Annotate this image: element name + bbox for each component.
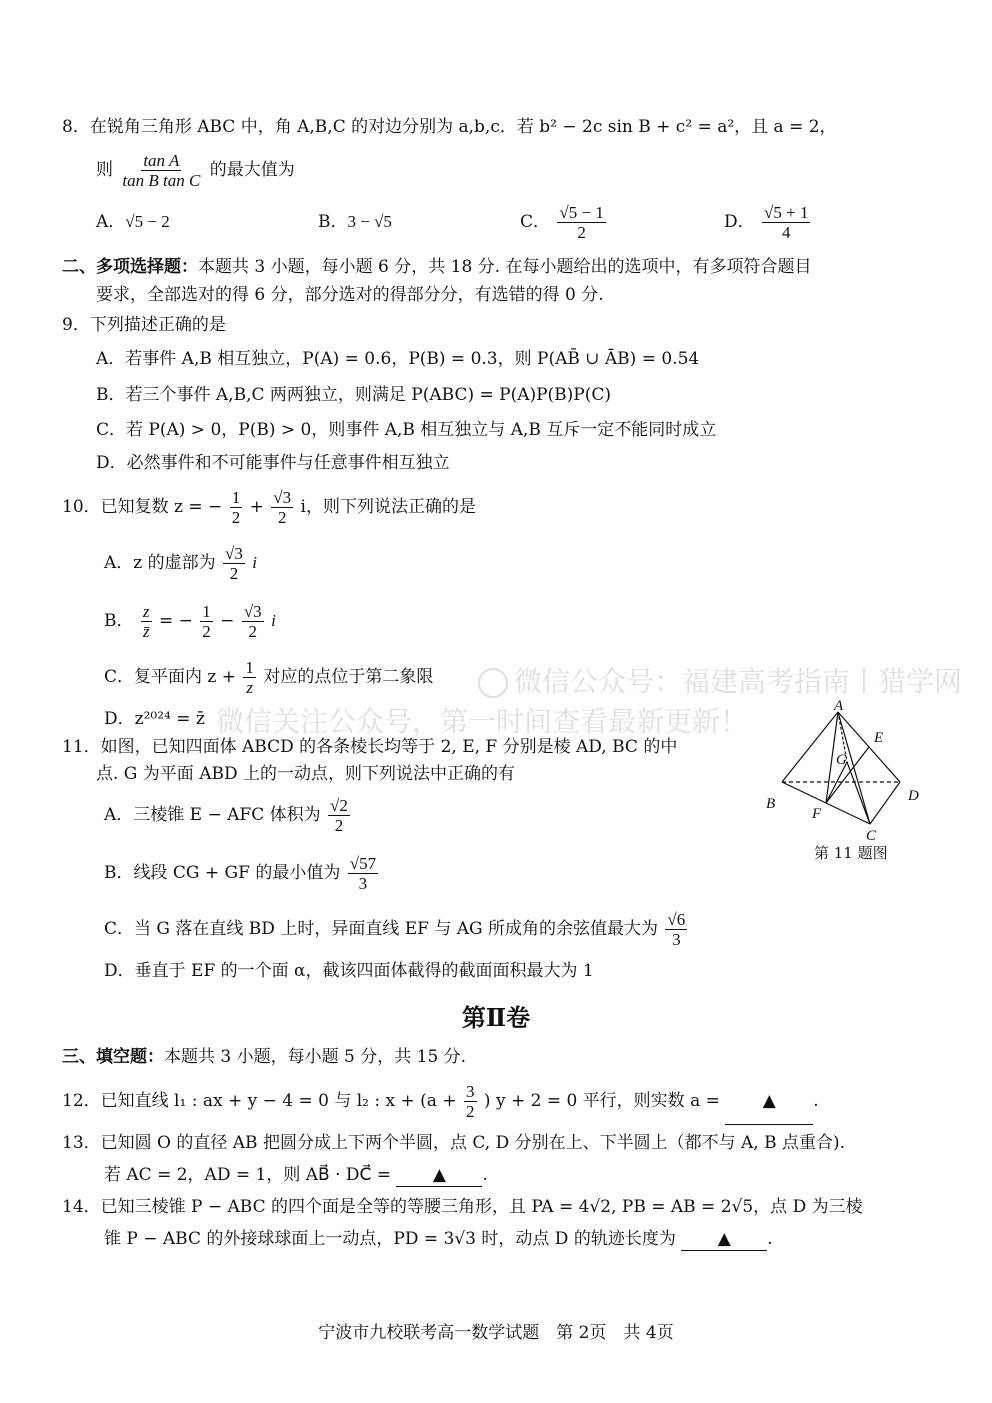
q10-option-b-frac2 bbox=[200, 602, 213, 641]
q10-stem-frac2-num: √3 bbox=[273, 488, 292, 507]
q8-option-c bbox=[520, 198, 608, 246]
q12-frac-den: 2 bbox=[466, 1102, 475, 1121]
q8-option-a-value: √5 − 2 bbox=[125, 212, 170, 231]
section2-line2: 要求，全部选对的得 6 分，部分选对的得部分分，有选错的得 0 分. bbox=[96, 285, 604, 305]
q11-stem2: 点. G 为平面 ABD 上的一动点，则下列说法中正确的有 bbox=[96, 764, 515, 784]
q8-frac-den: tan B tan C bbox=[122, 171, 201, 190]
q9-option-b: B．若三个事件 A,B,C 两两独立，则满足 P(ABC) = P(A)P(B)P(C) bbox=[96, 385, 612, 405]
q8-option-d-label: D． bbox=[724, 212, 755, 232]
watermark-line2: 微信关注公众号，第一时间查看最新更新！ bbox=[216, 705, 749, 738]
q8-option-d-frac bbox=[762, 203, 810, 242]
q10-stem bbox=[62, 484, 476, 530]
q11-option-b-prefix: B．线段 CG + GF 的最小值为 bbox=[104, 863, 341, 883]
section3-heading: 三、填空题： bbox=[62, 1047, 164, 1067]
label-e: E bbox=[874, 730, 884, 746]
q13-line1: 13．已知圆 O 的直径 AB 把圆分成上下两个半圆，点 C, D 分别在上、下半圆上（都不与 A, B 点重合). bbox=[62, 1133, 846, 1153]
q8-option-a bbox=[96, 198, 170, 246]
q12-frac bbox=[464, 1082, 477, 1121]
q12-answer-blank[interactable]: ▲ bbox=[725, 1078, 813, 1125]
q11-option-c bbox=[104, 906, 689, 952]
q10-option-c-num: 1 bbox=[245, 658, 254, 677]
q14-line2-prefix: 锥 P − ABC 的外接球球面上一动点，PD = 3√3 时，动点 D 的轨迹长度为 bbox=[104, 1229, 676, 1249]
q10-stem-prefix: 10．已知复数 z = − bbox=[62, 497, 223, 517]
q8-line1: 8．在锐角三角形 ABC 中，角 A,B,C 的对边分别为 a,b,c．若 b² − 2c sin B + c² = a²，且 a = 2， bbox=[62, 117, 837, 137]
q10-option-b-num1: z bbox=[142, 602, 150, 621]
q10-option-b-minus: − bbox=[220, 611, 235, 631]
q14-line1: 14．已知三棱锥 P − ABC 的四个面是全等的等腰三角形，且 PA = 4√2, PB = AB = 2√5，点 D 为三棱 bbox=[62, 1197, 863, 1217]
paw-icon bbox=[478, 668, 508, 698]
q11-option-c-num: √6 bbox=[667, 910, 686, 929]
q8-option-d-den: 4 bbox=[782, 223, 791, 242]
q10-option-b-frac3 bbox=[242, 602, 264, 641]
q14-end: . bbox=[767, 1229, 773, 1249]
q11-option-a-prefix: A．三棱锥 E − AFC 体积为 bbox=[104, 805, 321, 825]
q10-option-c bbox=[104, 654, 433, 700]
q11-option-d: D．垂直于 EF 的一个面 α，截该四面体截得的截面面积最大为 1 bbox=[104, 961, 594, 981]
section3-line bbox=[62, 1046, 466, 1068]
q13-line2-prefix: 若 AC = 2，AD = 1，则 AB⃗ · DC⃗ = bbox=[104, 1165, 392, 1185]
label-c: C bbox=[866, 828, 877, 844]
q10-option-a-prefix: A．z 的虚部为 bbox=[104, 553, 216, 573]
q8-option-a-label: A． bbox=[96, 212, 126, 232]
q14-line2 bbox=[104, 1228, 773, 1251]
q10-stem-frac1 bbox=[230, 488, 243, 527]
part2-title: 第Ⅱ卷 bbox=[461, 1003, 531, 1032]
q9-option-c: C．若 P(A) > 0，P(B) > 0，则事件 A,B 相互独立与 A,B 互斥一定不能同时成立 bbox=[96, 420, 717, 440]
q10-option-a-den: 2 bbox=[229, 564, 239, 583]
q10-option-b-den1: z̄ bbox=[142, 622, 150, 641]
q8-option-c-num: √5 − 1 bbox=[559, 203, 604, 222]
q11-stem1: 11．如图，已知四面体 ABCD 的各条棱长均等于 2, E, F 分别是棱 AD, BC 的中 bbox=[62, 737, 678, 757]
q8-line2 bbox=[96, 148, 295, 192]
q10-stem-frac1-num: 1 bbox=[231, 488, 241, 507]
q12-line bbox=[62, 1078, 819, 1125]
q11-option-b-den: 3 bbox=[358, 874, 368, 893]
q10-option-b bbox=[104, 598, 276, 644]
label-a: A bbox=[834, 700, 844, 714]
q10-option-a bbox=[104, 540, 257, 586]
q11-option-b bbox=[104, 850, 380, 896]
label-f: F bbox=[812, 806, 822, 822]
q10-option-b-frac1 bbox=[141, 602, 152, 641]
q9-option-d: D．必然事件和不可能事件与任意事件相互独立 bbox=[96, 453, 450, 473]
q10-stem-frac2-den: 2 bbox=[277, 508, 287, 527]
q14-answer-blank[interactable]: ▲ bbox=[681, 1228, 767, 1251]
watermark-text1: 微信公众号：福建高考指南丨猎学网 bbox=[514, 665, 963, 698]
q8-frac-num: tan A bbox=[143, 151, 180, 170]
q10-option-b-mid: = − bbox=[158, 611, 193, 631]
q9-option-a: A．若事件 A,B 相互独立，P(A) = 0.6，P(B) = 0.3，则 P(AB̄ ∪ ĀB) = 0.54 bbox=[96, 349, 700, 369]
q8-fraction bbox=[120, 151, 202, 190]
q10-option-d: D．z²⁰²⁴ = z̄ bbox=[104, 709, 205, 729]
q10-option-c-frac bbox=[243, 658, 256, 697]
q12-prefix: 12．已知直线 l₁ : ax + y − 4 = 0 与 l₂ : x + (a + bbox=[62, 1091, 457, 1111]
q13-line2 bbox=[104, 1164, 488, 1187]
q13-answer-blank[interactable]: ▲ bbox=[396, 1164, 482, 1187]
q11-option-a-den: 2 bbox=[334, 816, 344, 835]
q10-option-a-frac bbox=[223, 544, 245, 583]
q10-option-b-suffix: i bbox=[271, 611, 276, 630]
q10-option-b-num2: 1 bbox=[202, 602, 211, 621]
q10-option-c-prefix: C．复平面内 z + bbox=[104, 667, 237, 687]
q12-end: . bbox=[813, 1091, 819, 1111]
q10-option-b-den2: 2 bbox=[202, 622, 211, 641]
section2-heading: 二、多项选择题： bbox=[62, 257, 198, 277]
q9-stem: 9．下列描述正确的是 bbox=[62, 315, 226, 335]
q8-option-d-num: √5 + 1 bbox=[764, 203, 809, 222]
q13-end: . bbox=[482, 1165, 488, 1185]
q11-option-a-frac bbox=[328, 796, 350, 835]
q8-option-b-label: B． bbox=[318, 212, 348, 232]
section3-text: 本题共 3 小题，每小题 5 分，共 15 分. bbox=[164, 1047, 467, 1067]
label-d: D bbox=[908, 788, 919, 804]
q11-option-c-prefix: C．当 G 落在直线 BD 上时，异面直线 EF 与 AG 所成角的余弦值最大为 bbox=[104, 919, 659, 939]
q11-option-c-frac bbox=[665, 910, 687, 949]
q10-option-c-suffix: 对应的点位于第二象限 bbox=[263, 667, 434, 687]
label-g: G bbox=[836, 752, 847, 768]
q11-option-a-num: √2 bbox=[330, 796, 348, 815]
q11-option-b-frac bbox=[348, 854, 378, 893]
q12-frac-num: 3 bbox=[466, 1082, 475, 1101]
q10-option-b-num3: √3 bbox=[243, 602, 262, 621]
q12-suffix: ) y + 2 = 0 平行，则实数 a = bbox=[483, 1091, 720, 1111]
section2-line1 bbox=[62, 256, 812, 278]
section2-text1: 本题共 3 小题，每小题 6 分，共 18 分. 在每小题给出的选项中，有多项符合题目 bbox=[198, 257, 812, 277]
q11-figure bbox=[762, 700, 932, 870]
q8-option-d bbox=[724, 198, 812, 246]
page-footer: 宁波市九校联考高一数学试题 第 2页 共 4页 bbox=[318, 1323, 674, 1343]
q10-stem-frac1-den: 2 bbox=[231, 508, 241, 527]
q8-option-c-den: 2 bbox=[577, 223, 586, 242]
q10-option-c-den: z bbox=[246, 678, 253, 697]
q10-stem-plus: + bbox=[249, 497, 264, 517]
q8-option-c-label: C． bbox=[520, 212, 551, 232]
q8-line2-prefix: 则 bbox=[96, 160, 113, 180]
watermark-line1 bbox=[478, 660, 962, 700]
q11-option-b-num: √57 bbox=[349, 854, 377, 873]
q10-stem-suffix: i，则下列说法正确的是 bbox=[300, 497, 476, 517]
q8-option-b-value: 3 − √5 bbox=[347, 212, 392, 231]
q11-option-a bbox=[104, 792, 352, 838]
label-b: B bbox=[766, 796, 776, 812]
q10-option-b-label: B． bbox=[104, 611, 134, 631]
q10-stem-frac2 bbox=[271, 488, 293, 527]
q10-option-a-suffix: i bbox=[252, 553, 258, 572]
q8-line2-suffix: 的最大值为 bbox=[209, 160, 295, 180]
q11-option-c-den: 3 bbox=[672, 930, 681, 949]
q10-option-a-num: √3 bbox=[225, 544, 243, 563]
q10-option-b-den3: 2 bbox=[248, 622, 257, 641]
q11-figure-caption: 第 11 题图 bbox=[814, 844, 888, 862]
q8-option-b bbox=[318, 198, 392, 246]
q8-option-c-frac bbox=[557, 203, 605, 242]
